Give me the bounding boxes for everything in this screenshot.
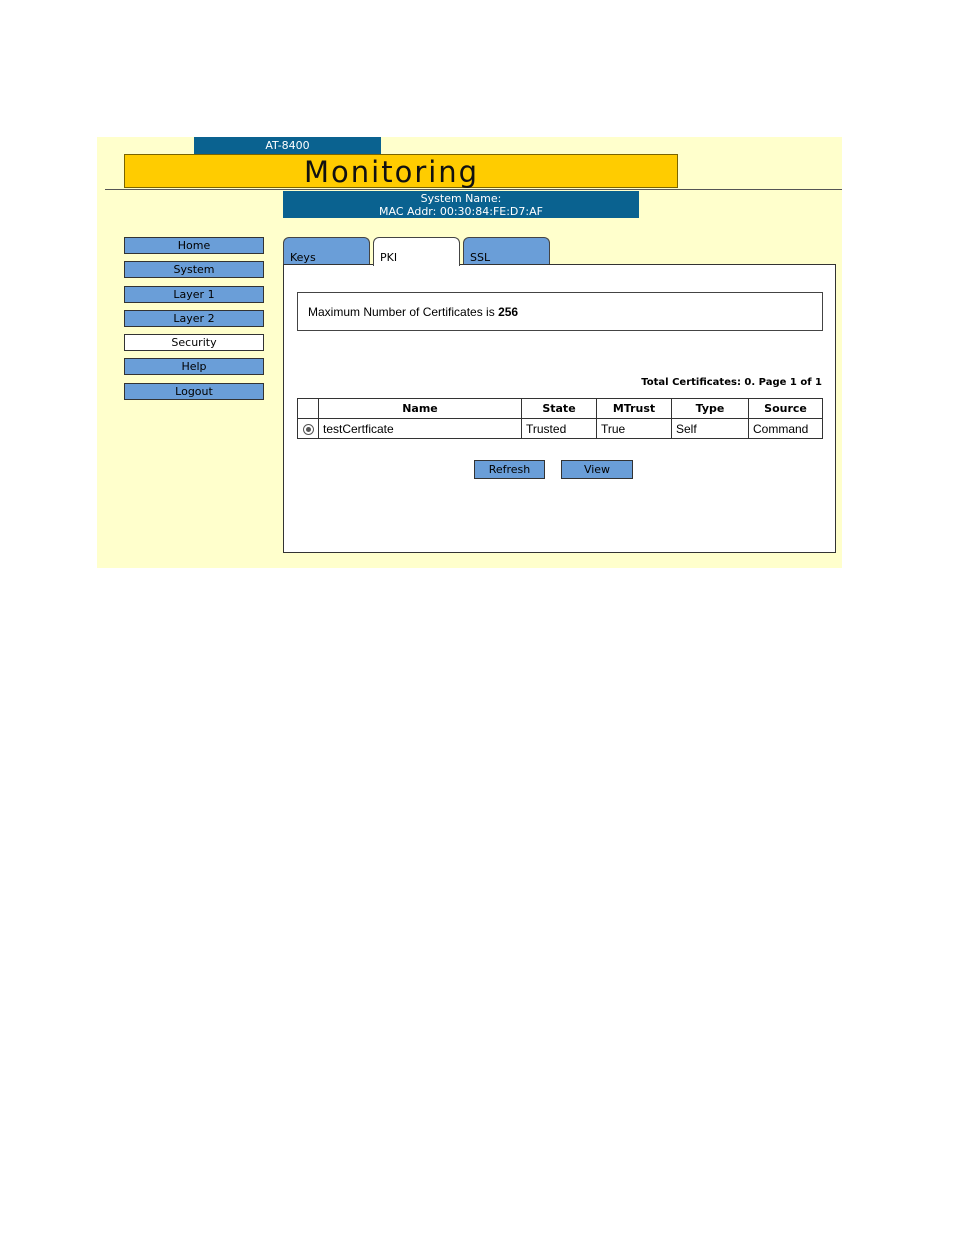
nav-layer2-button[interactable]: Layer 2 bbox=[124, 310, 264, 327]
table-row[interactable] bbox=[298, 419, 823, 439]
model-label: AT-8400 bbox=[194, 137, 381, 154]
cell-mtrust: True bbox=[597, 419, 672, 439]
nav-home-button[interactable]: Home bbox=[124, 237, 264, 254]
cell-type: Self bbox=[672, 419, 749, 439]
nav-help-button[interactable]: Help bbox=[124, 358, 264, 375]
tab-ssl[interactable]: SSL bbox=[463, 237, 550, 265]
row-select-cell[interactable] bbox=[298, 419, 319, 439]
table-header-row bbox=[298, 399, 823, 419]
sidebar-nav bbox=[124, 237, 264, 407]
header-divider bbox=[105, 189, 842, 190]
page-title: Monitoring bbox=[304, 155, 480, 189]
cell-source: Command bbox=[749, 419, 823, 439]
system-name: System Name: bbox=[420, 192, 502, 205]
mac-address: MAC Addr: 00:30:84:FE:D7:AF bbox=[379, 205, 543, 218]
col-name: Name bbox=[319, 399, 522, 419]
cell-name: testCertficate bbox=[319, 419, 522, 439]
max-certificates-label: Maximum Number of Certificates is bbox=[308, 305, 495, 319]
nav-security-button[interactable]: Security bbox=[124, 334, 264, 351]
total-certificates: Total Certificates: 0. Page 1 of 1 bbox=[641, 377, 822, 388]
certificates-table bbox=[297, 398, 823, 439]
radio-button[interactable] bbox=[303, 424, 314, 435]
pki-panel bbox=[283, 264, 836, 553]
view-button[interactable]: View bbox=[561, 460, 633, 479]
max-certificates-box bbox=[297, 292, 823, 331]
tab-pki[interactable]: PKI bbox=[373, 237, 460, 266]
title-bar bbox=[124, 154, 678, 188]
nav-logout-button[interactable]: Logout bbox=[124, 383, 264, 400]
refresh-button[interactable]: Refresh bbox=[474, 460, 545, 479]
col-mtrust: MTrust bbox=[597, 399, 672, 419]
tab-keys[interactable]: Keys bbox=[283, 237, 370, 265]
col-type: Type bbox=[672, 399, 749, 419]
app-frame bbox=[97, 137, 842, 568]
nav-layer1-button[interactable]: Layer 1 bbox=[124, 286, 264, 303]
col-state: State bbox=[522, 399, 597, 419]
col-source: Source bbox=[749, 399, 823, 419]
cell-state: Trusted bbox=[522, 419, 597, 439]
max-certificates-value: 256 bbox=[498, 305, 519, 319]
col-select bbox=[298, 399, 319, 419]
nav-system-button[interactable]: System bbox=[124, 261, 264, 278]
system-info bbox=[283, 191, 639, 218]
